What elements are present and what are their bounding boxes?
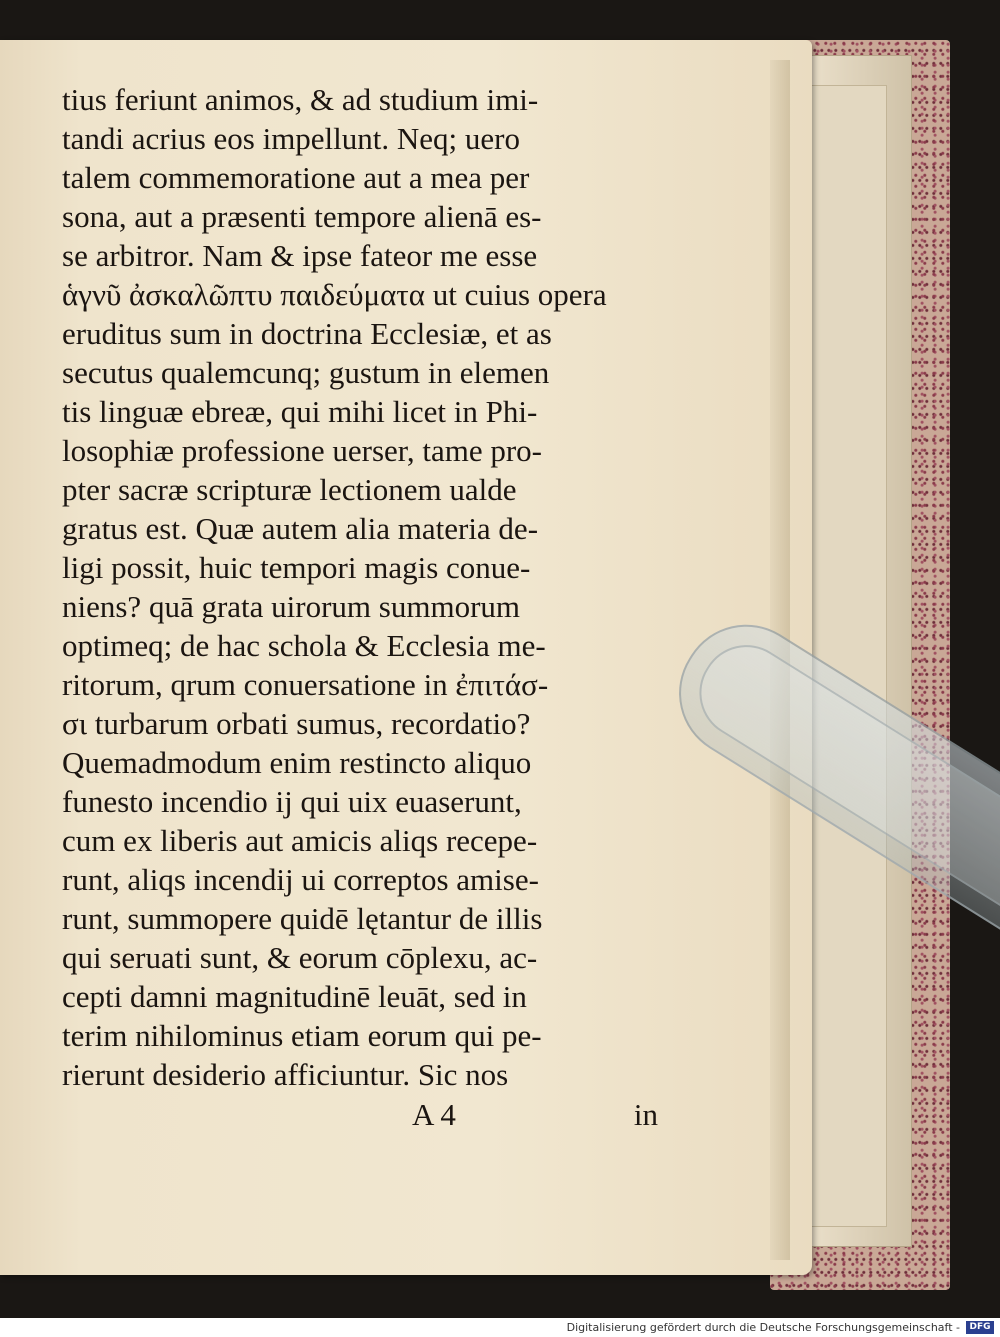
text-line: secutus qualemcunq; gustum in elemen — [62, 355, 550, 390]
text-line: tandi acrius eos impellunt. Neq; uero — [62, 121, 520, 156]
text-line: losophiæ professione uerser, tame pro- — [62, 433, 543, 468]
text-line: rierunt desiderio afficiuntur. Sic nos — [62, 1057, 509, 1092]
text-line: funesto incendio ij qui uix euaserunt, — [62, 784, 522, 819]
text-line: tis linguæ ebreæ, qui mihi licet in Phi- — [62, 394, 538, 429]
credit-bar — [0, 1318, 1000, 1337]
text-line: eruditus sum in doctrina Ecclesiæ, et as — [62, 316, 552, 351]
text-line: ligi possit, huic tempori magis conue- — [62, 550, 531, 585]
text-line: Quemadmodum enim restincto aliquo — [62, 745, 532, 780]
funding-credit: Digitalisierung gefördert durch die Deutsche Forschungsgemeinschaft - — [566, 1321, 960, 1334]
text-line: cepti damni magnitudinē leuāt, sed in — [62, 979, 527, 1014]
text-line: sona, aut a præsenti tempore alienā es- — [62, 199, 542, 234]
page-footer — [62, 1097, 662, 1137]
text-line: optimeq; de hac schola & Ecclesia me- — [62, 628, 546, 663]
text-line: runt, aliqs incendij ui correptos amise- — [62, 862, 539, 897]
text-line: cum ex liberis aut amicis aliqs recepe- — [62, 823, 538, 858]
text-line: σι turbarum orbati sumus, recordatio? — [62, 706, 531, 741]
text-line: ritorum, qrum conuersatione in ἐπιτάσ- — [62, 667, 549, 702]
text-line: runt, summopere quidē lętantur de illis — [62, 901, 543, 936]
text-line: pter sacræ scripturæ lectionem ualde — [62, 472, 517, 507]
text-line: terim nihilominus etiam eorum qui pe- — [62, 1018, 542, 1053]
catchword: in — [633, 1097, 658, 1132]
text-line: niens? quā grata uirorum summorum — [62, 589, 521, 624]
text-line: se arbitror. Nam & ipse fateor me esse — [62, 238, 538, 273]
text-line: gratus est. Quæ autem alia materia de- — [62, 511, 539, 546]
text-line: qui seruati sunt, & eorum cōplexu, ac- — [62, 940, 538, 975]
dfg-logo: DFG — [966, 1321, 994, 1334]
text-line: talem commemoratione aut a mea per — [62, 160, 530, 195]
page-text — [62, 80, 662, 1094]
text-line: tius feriunt animos, & ad studium imi- — [62, 82, 539, 117]
text-line: ἁγνῦ ἀσκαλῶπτυ παιδεύματα ut cuius opera — [62, 277, 607, 312]
signature-mark: A 4 — [412, 1097, 456, 1132]
